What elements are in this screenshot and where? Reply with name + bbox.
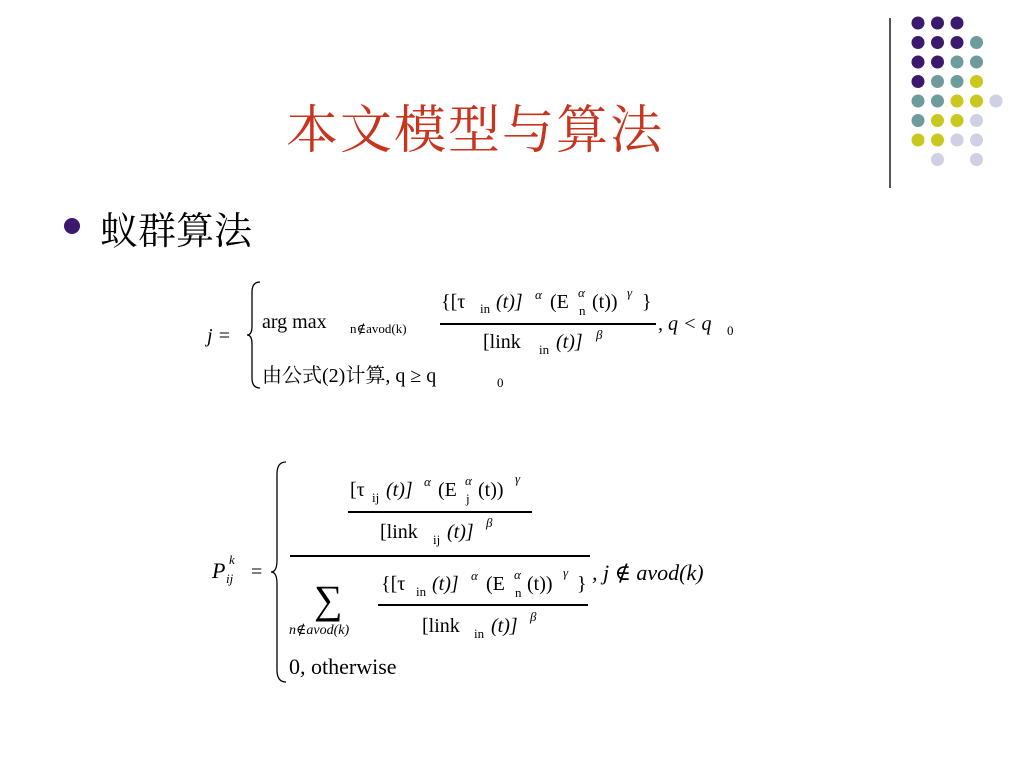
decorative-dot <box>912 56 925 69</box>
f2-top-num-E-sub: j <box>466 491 470 506</box>
f1-num-gamma: γ <box>627 285 633 300</box>
decorative-dot <box>970 36 983 49</box>
f2-top-num-E-sup: α <box>465 473 472 488</box>
f1-fraction-bar <box>440 323 656 325</box>
f1-num-E: (E <box>550 291 569 313</box>
f2-sum-den-beta: β <box>530 609 537 624</box>
f2-sum-den-t: (t)] <box>491 615 518 637</box>
f2-sum-num-close: } <box>577 573 587 595</box>
f1-num-close: } <box>642 291 652 313</box>
decorative-dot <box>912 17 925 30</box>
f1-num-Et: (t)) <box>592 291 618 313</box>
f1-num-E-sub: n <box>579 303 586 318</box>
f2-sum-fraction-bar <box>378 604 588 606</box>
bullet-dot <box>64 218 80 234</box>
f2-sum-num-Et: (t)) <box>527 573 553 595</box>
f2-sum-num-E: (E <box>486 573 505 595</box>
f2-top-den-t: (t)] <box>447 521 474 543</box>
f2-cond1: , j ∉ avod(k) <box>592 560 704 585</box>
f1-num-alpha: α <box>535 287 542 302</box>
f2-top-num-Et: (t)) <box>478 479 504 501</box>
f2-sum-den-link: [link <box>422 615 460 637</box>
slide-title: 本文模型与算法 <box>285 101 664 161</box>
f2-sum-num-sub: in <box>416 584 427 599</box>
f1-den-link: [link <box>483 331 521 353</box>
f1-argmax: arg max <box>262 311 327 333</box>
decorative-dot <box>970 75 983 88</box>
decorative-dot <box>931 75 944 88</box>
f1-case2-sub: 0 <box>497 375 504 390</box>
f2-case2: 0, otherwise <box>289 654 397 679</box>
decorative-dot <box>970 56 983 69</box>
decorative-dot <box>970 153 983 166</box>
f2-eq: = <box>251 561 263 583</box>
bullet-text: 蚁群算法 <box>100 209 253 253</box>
f2-sigma: ∑ <box>314 577 343 622</box>
decorative-dot <box>912 36 925 49</box>
f2-sum-num-E-sup: α <box>514 567 521 582</box>
f1-case2: 由公式(2)计算, q ≥ q <box>262 365 437 387</box>
f1-cond1: , q < q <box>658 313 712 335</box>
decorative-dot <box>990 95 1003 108</box>
f2-top-fraction-bar <box>348 511 532 513</box>
f1-argmax-sub: n∉avod(k) <box>350 321 407 336</box>
decorative-dot <box>951 17 964 30</box>
decorative-dot <box>951 114 964 127</box>
f2-lhs: P <box>212 558 226 583</box>
f2-lhs-sup: k <box>229 552 235 567</box>
f1-left-brace <box>246 280 262 390</box>
decorative-dot <box>931 17 944 30</box>
f2-top-den-sub: ij <box>433 532 441 547</box>
decorative-dot <box>951 134 964 147</box>
f1-num-sub: in <box>480 301 491 316</box>
f2-sigma-sub: n∉avod(k) <box>289 623 350 638</box>
f1-den-t: (t)] <box>556 331 583 353</box>
decorative-dot <box>970 114 983 127</box>
f2-top-den-link: [link <box>380 521 418 543</box>
f1-den-sub: in <box>539 342 550 357</box>
decorative-dot <box>931 36 944 49</box>
decorative-dot <box>970 95 983 108</box>
f2-top-num-sub: ij <box>372 490 380 505</box>
f2-left-brace <box>270 460 288 684</box>
f1-den-beta: β <box>596 327 603 342</box>
f2-sum-den-sub: in <box>474 626 485 641</box>
decorative-dot <box>951 95 964 108</box>
decorative-dot <box>951 36 964 49</box>
f2-sum-num-gamma: γ <box>563 565 569 580</box>
decorative-dot <box>951 56 964 69</box>
decorative-dot <box>970 134 983 147</box>
f2-top-num-open: [τ <box>350 479 365 501</box>
f1-lhs: j = <box>207 325 232 347</box>
decorative-dot <box>931 56 944 69</box>
f2-main-fraction-bar <box>290 555 590 557</box>
f2-sum-num-E-sub: n <box>515 585 522 600</box>
f2-sum-num-alpha: α <box>471 568 478 583</box>
decorative-dot <box>951 75 964 88</box>
f2-top-num-alpha: α <box>424 474 431 489</box>
f2-sum-num-open: {[τ <box>381 573 406 595</box>
f2-top-den-beta: β <box>486 515 493 530</box>
f1-cond1-sub: 0 <box>727 323 734 338</box>
f2-top-num-t: (t)] <box>386 479 413 501</box>
f1-num-E-sup: α <box>578 285 585 300</box>
f1-num-open: {[τ <box>441 291 466 313</box>
f1-num-t: (t)] <box>496 291 523 313</box>
f2-top-num-E: (E <box>438 479 457 501</box>
f2-lhs-sub: ij <box>226 571 234 586</box>
f2-sum-num-t: (t)] <box>432 573 459 595</box>
decorative-dot <box>912 75 925 88</box>
f2-top-num-gamma: γ <box>515 471 521 486</box>
